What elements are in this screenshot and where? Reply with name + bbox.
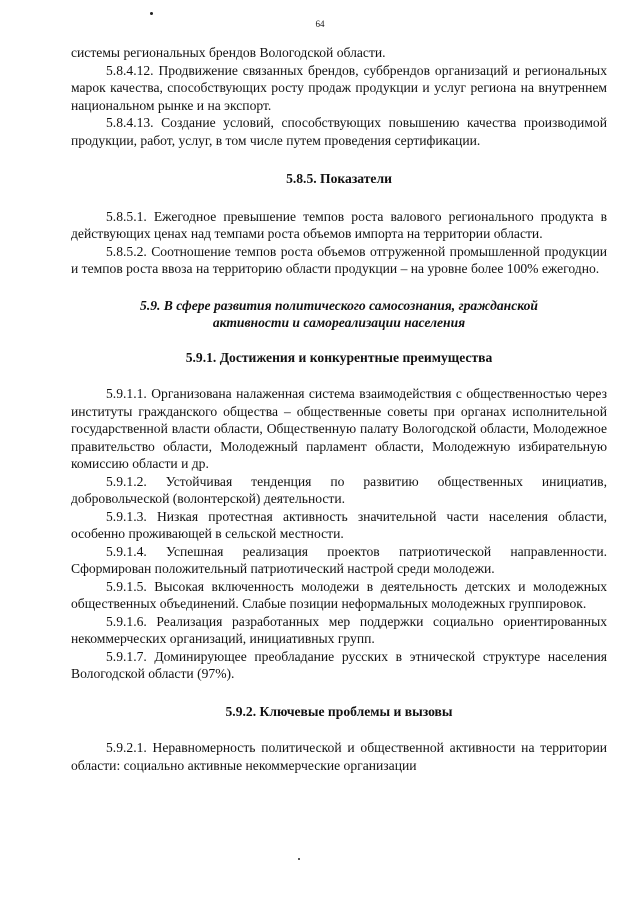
scan-speck [150, 12, 153, 15]
paragraph: 5.9.1.7. Доминирующее преобладание русских в этнической структуре населения Вологодской области (97%). [71, 648, 607, 681]
paragraph: 5.9.1.1. Организована налаженная система взаимодействия с общественностью через институты гражданского общества – общественные советы при органах исполнительной государственной власти области, Общественную палату Вологодской области, Молодежное правительство области, Молодежный парламент области, Молодежную избирательную комиссию области и др. [71, 386, 607, 471]
scan-speck [298, 858, 300, 860]
heading-problems: 5.9.2. Ключевые проблемы и вызовы [225, 703, 453, 719]
paragraph: 5.9.2.1. Неравномерность политической и общественной активности на территории области: социально активные некоммерческие организации [71, 740, 607, 773]
paragraph: 5.9.1.3. Низкая протестная активность значительной части населения области, особенно проживающей в сельской местности. [71, 508, 607, 541]
heading-indicators: 5.8.5. Показатели [286, 171, 392, 186]
paragraph: 5.8.4.13. Создание условий, способствующих повышению качества производимой продукции, работ, услуг, в том числе путем проведения сертификации. [71, 115, 607, 148]
paragraph: 5.9.1.2. Устойчивая тенденция по развитию общественных инициатив, добровольческой (волонтерской) деятельности. [71, 473, 607, 506]
heading-section: 5.9. В сфере развития политического самосознания, гражданской активности и самореализации населения [140, 297, 538, 330]
paragraph: 5.8.4.12. Продвижение связанных брендов, суббрендов организаций и региональных марок качества, способствующих росту продаж продукции и услуг региона на внутреннем национальном рынке и на экспорт. [71, 62, 607, 113]
paragraph: 5.9.1.6. Реализация разработанных мер поддержки социально ориентированных некоммерческих организаций, инициативных групп. [71, 613, 607, 646]
paragraph: системы региональных брендов Вологодской области. [71, 45, 386, 60]
paragraph: 5.9.1.4. Успешная реализация проектов патриотической направленности. Сформирован положительный патриотический настрой среди молодежи. [71, 543, 607, 576]
paragraph: 5.8.5.2. Соотношение темпов роста объемов отгруженной промышленной продукции и темпов роста ввоза на территорию области продукции – на уровне более 100% ежегодно. [71, 243, 607, 276]
document-body [71, 44, 607, 774]
heading-achievements: 5.9.1. Достижения и конкурентные преимущества [185, 349, 493, 365]
page-number: 64 [315, 19, 325, 29]
paragraph: 5.8.5.1. Ежегодное превышение темпов роста валового регионального продукта в действующих ценах над темпами роста объемов импорта на территории области. [71, 208, 607, 241]
paragraph: 5.9.1.5. Высокая включенность молодежи в деятельность детских и молодежных общественных объединений. Слабые позиции неформальных молодежных группировок. [71, 578, 607, 611]
